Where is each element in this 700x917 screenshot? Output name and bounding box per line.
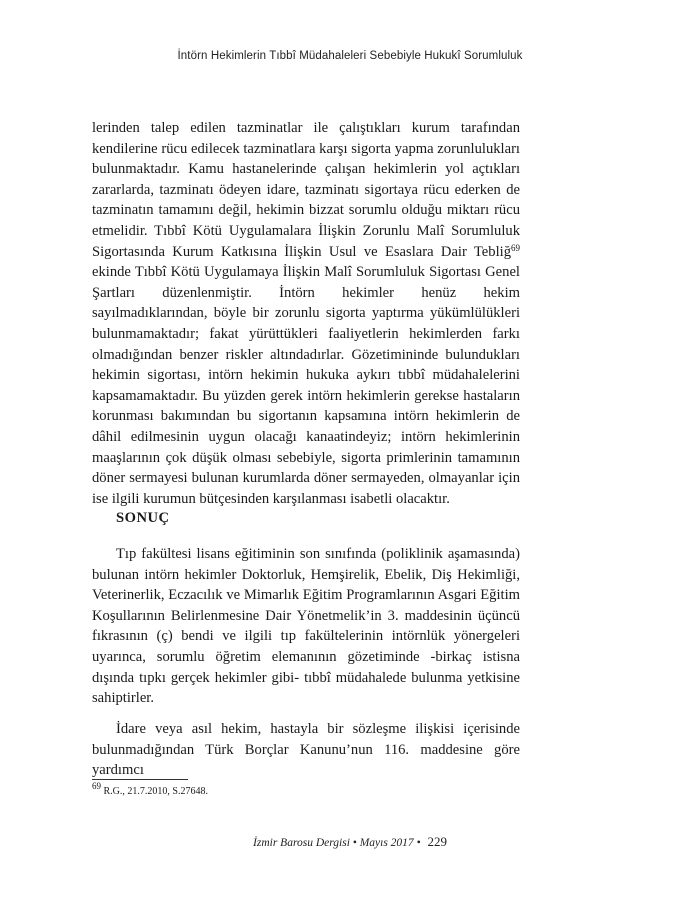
- running-head: İntörn Hekimlerin Tıbbî Müdahaleleri Sebebiyle Hukukî Sorumluluk: [177, 50, 523, 62]
- footer-separator: •: [413, 837, 424, 849]
- page-number: 229: [427, 834, 447, 849]
- paragraph: Tıp fakültesi lisans eğitiminin son sınıfında (poliklinik aşamasında) bulunan intörn hekimler Doktorluk, Hemşirelik, Ebelik, Diş Hekimliği, Veterinerlik, Eczacılık ve Mimarlık Eğitim Programlarının Asgari Eğitim Koşullarının Belirlenmesine Dair Yönetmelik’in 3. maddesinin üçüncü fıkrasının (ç) bendi ve ilgili tıp fakültelerinin intörnlük yönergeleri uyarınca, sorumlu öğretim elemanının gözetiminde -birkaç istisna dışında tıpkı gerçek hekimler gibi- tıbbî müdahalede bulunma yetkisine sahiptirler.: [92, 546, 520, 707]
- page-footer: [0, 834, 700, 850]
- footnote: [92, 781, 208, 798]
- body-text-top: [92, 118, 520, 509]
- body-text-last: [92, 719, 520, 781]
- footnote-divider: [92, 779, 188, 780]
- paragraph: İdare veya asıl hekim, hastayla bir sözleşme ilişkisi içerisinde bulunmadığından Türk Borçlar Kanunu’nun 116. maddesine göre yardımcı: [92, 721, 520, 779]
- footnote-reference[interactable]: 69: [511, 242, 520, 253]
- footnote-number: 69: [92, 781, 101, 791]
- paragraph-continued: [92, 118, 520, 509]
- section-heading: SONUÇ: [116, 510, 170, 526]
- issue-date: Mayıs 2017: [359, 837, 414, 849]
- paragraph-text: lerinden talep edilen tazminatlar ile çalıştıkları kurum tarafından kendilerine rücu edilecek tazminatlara karşı sigorta yapma zorunlulukları bulunmaktadır. Kamu hastanelerinde çalışan hekimlerin yol açtıkları zararlarda, tazminatı ödeyen idare, tazminatı sigortaya rücu ederken de tazminatın tamamını değil, hekimin bizzat sorumlu olduğu miktarı rücu etmelidir. Tıbbî Kötü Uygulamalara İlişkin Zorunlu Malî Sorumluluk Sigortasında Kurum Katkısına İlişkin Usul ve Esaslara Dair Tebliğ: [92, 120, 520, 260]
- footer-separator: •: [349, 837, 360, 849]
- journal-name: İzmir Barosu Dergisi: [253, 837, 350, 849]
- paragraph-text: ekinde Tıbbî Kötü Uygulamaya İlişkin Malî Sorumluluk Sigortası Genel Şartları düzenlenmiştir. İntörn hekimler henüz hekim sayılmadıklarından, böyle bir zorunlu sigorta yaptırma yükümlülükleri bulunmamaktadır; fakat yürüttükleri faaliyetlerin hekimlerden farkı olmadığından benzer riskler altındadırlar. Gözetimininde bulundukları hekimin sigortası, intörn hekimin hukuka aykırı tıbbî müdahalelerini kapsamamaktadır. Bu yüzden gerek intörn hekimlerin gerekse hastaların korunması bakımından bu sigortanın kapsamına intörn hekimlerin de dâhil edilmesinin uygun olacağı kanaatindeyiz; intörn hekimlerinin maaşlarının çok düşük olması sebebiyle, sigorta primlerinin tamamının döner sermayesi bulunan kurumlarda döner sermayeden, olmayanlar için ise ilgili kurumun bütçesinden karşılanması isabetli olacaktır.: [92, 264, 520, 507]
- body-text-conclusion: [92, 544, 520, 709]
- footnote-text: R.G., 21.7.2010, S.27648.: [101, 786, 208, 797]
